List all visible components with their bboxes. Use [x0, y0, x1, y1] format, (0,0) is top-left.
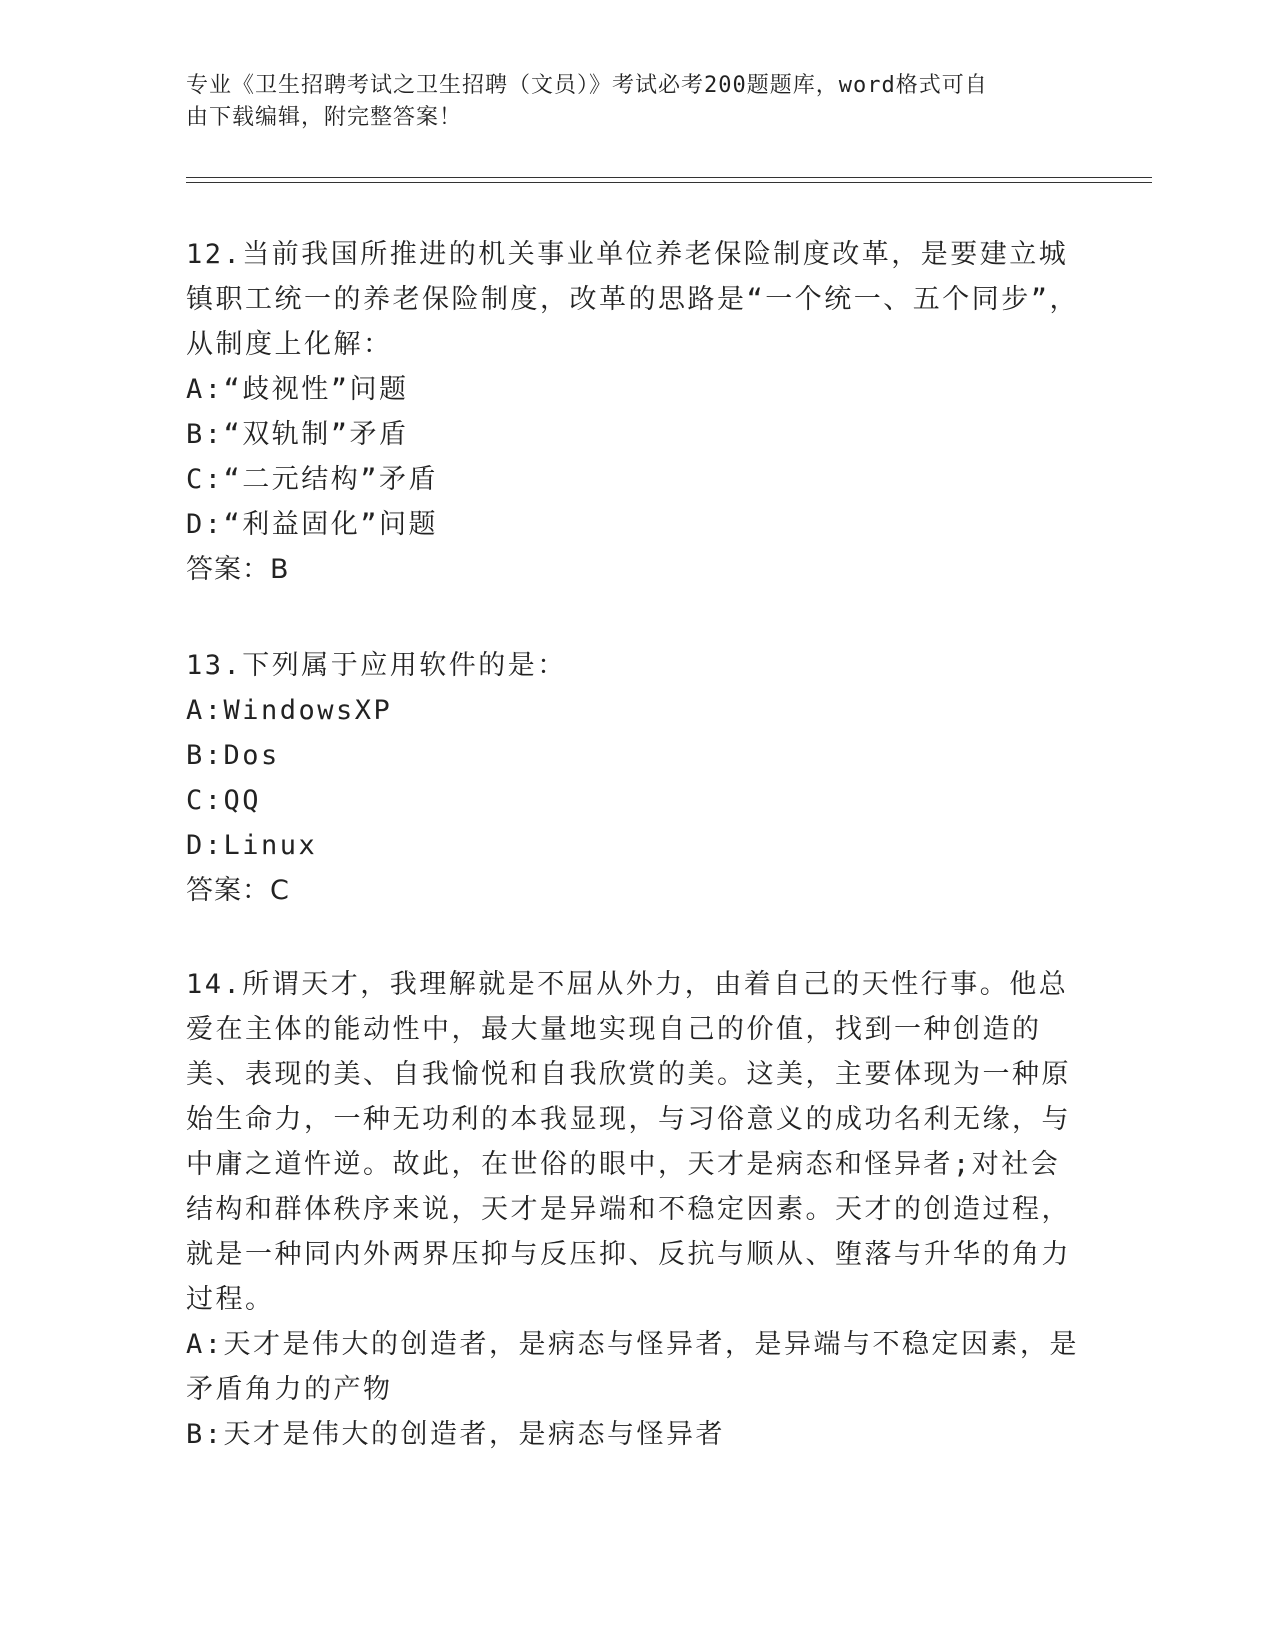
header-line-2: 由下载编辑，附完整答案！	[186, 105, 463, 130]
option-b: B:天才是伟大的创造者，是病态与怪异者	[186, 1419, 726, 1450]
question-13	[186, 643, 1086, 913]
option-b: B:Dos	[186, 740, 280, 771]
question-text: 13.下列属于应用软件的是：	[186, 650, 567, 681]
option-d: D:“利益固化”问题	[186, 509, 439, 540]
option-c: C:“二元结构”矛盾	[186, 464, 439, 495]
option-d: D:Linux	[186, 830, 318, 861]
answer: 答案：B	[186, 554, 290, 585]
option-a: A:天才是伟大的创造者，是病态与怪异者，是异端与不稳定因素，是矛盾角力的产物	[186, 1329, 1080, 1405]
header-divider-top	[186, 177, 1152, 178]
question-text: 12.当前我国所推进的机关事业单位养老保险制度改革，是要建立城镇职工统一的养老保险制度，改革的思路是“一个统一、五个同步”，从制度上化解：	[186, 239, 1080, 360]
header-divider-bottom	[186, 182, 1152, 183]
option-a: A:“歧视性”问题	[186, 374, 409, 405]
option-a: A:WindowsXP	[186, 695, 393, 726]
question-text: 14.所谓天才，我理解就是不屈从外力，由着自己的天性行事。他总爱在主体的能动性中，最大量地实现自己的价值，找到一种创造的美、表现的美、自我愉悦和自我欣赏的美。这美，主要体现为一种原始生命力，一种无功利的本我显现，与习俗意义的成功名利无缘，与中庸之道忤逆。故此，在世俗的眼中，天才是病态和怪异者;对社会结构和群体秩序来说，天才是异端和不稳定因素。天才的创造过程，就是一种同内外两界压抑与反压抑、反抗与顺从、堕落与升华的角力过程。	[186, 969, 1071, 1315]
header-line-1: 专业《卫生招聘考试之卫生招聘（文员）》考试必考200题题库，word格式可自	[186, 73, 988, 98]
question-12	[186, 232, 1086, 592]
option-b: B:“双轨制”矛盾	[186, 419, 409, 450]
question-14	[186, 962, 1086, 1457]
answer: 答案：C	[186, 875, 290, 906]
document-header	[186, 70, 1076, 134]
option-c: C:QQ	[186, 785, 262, 816]
